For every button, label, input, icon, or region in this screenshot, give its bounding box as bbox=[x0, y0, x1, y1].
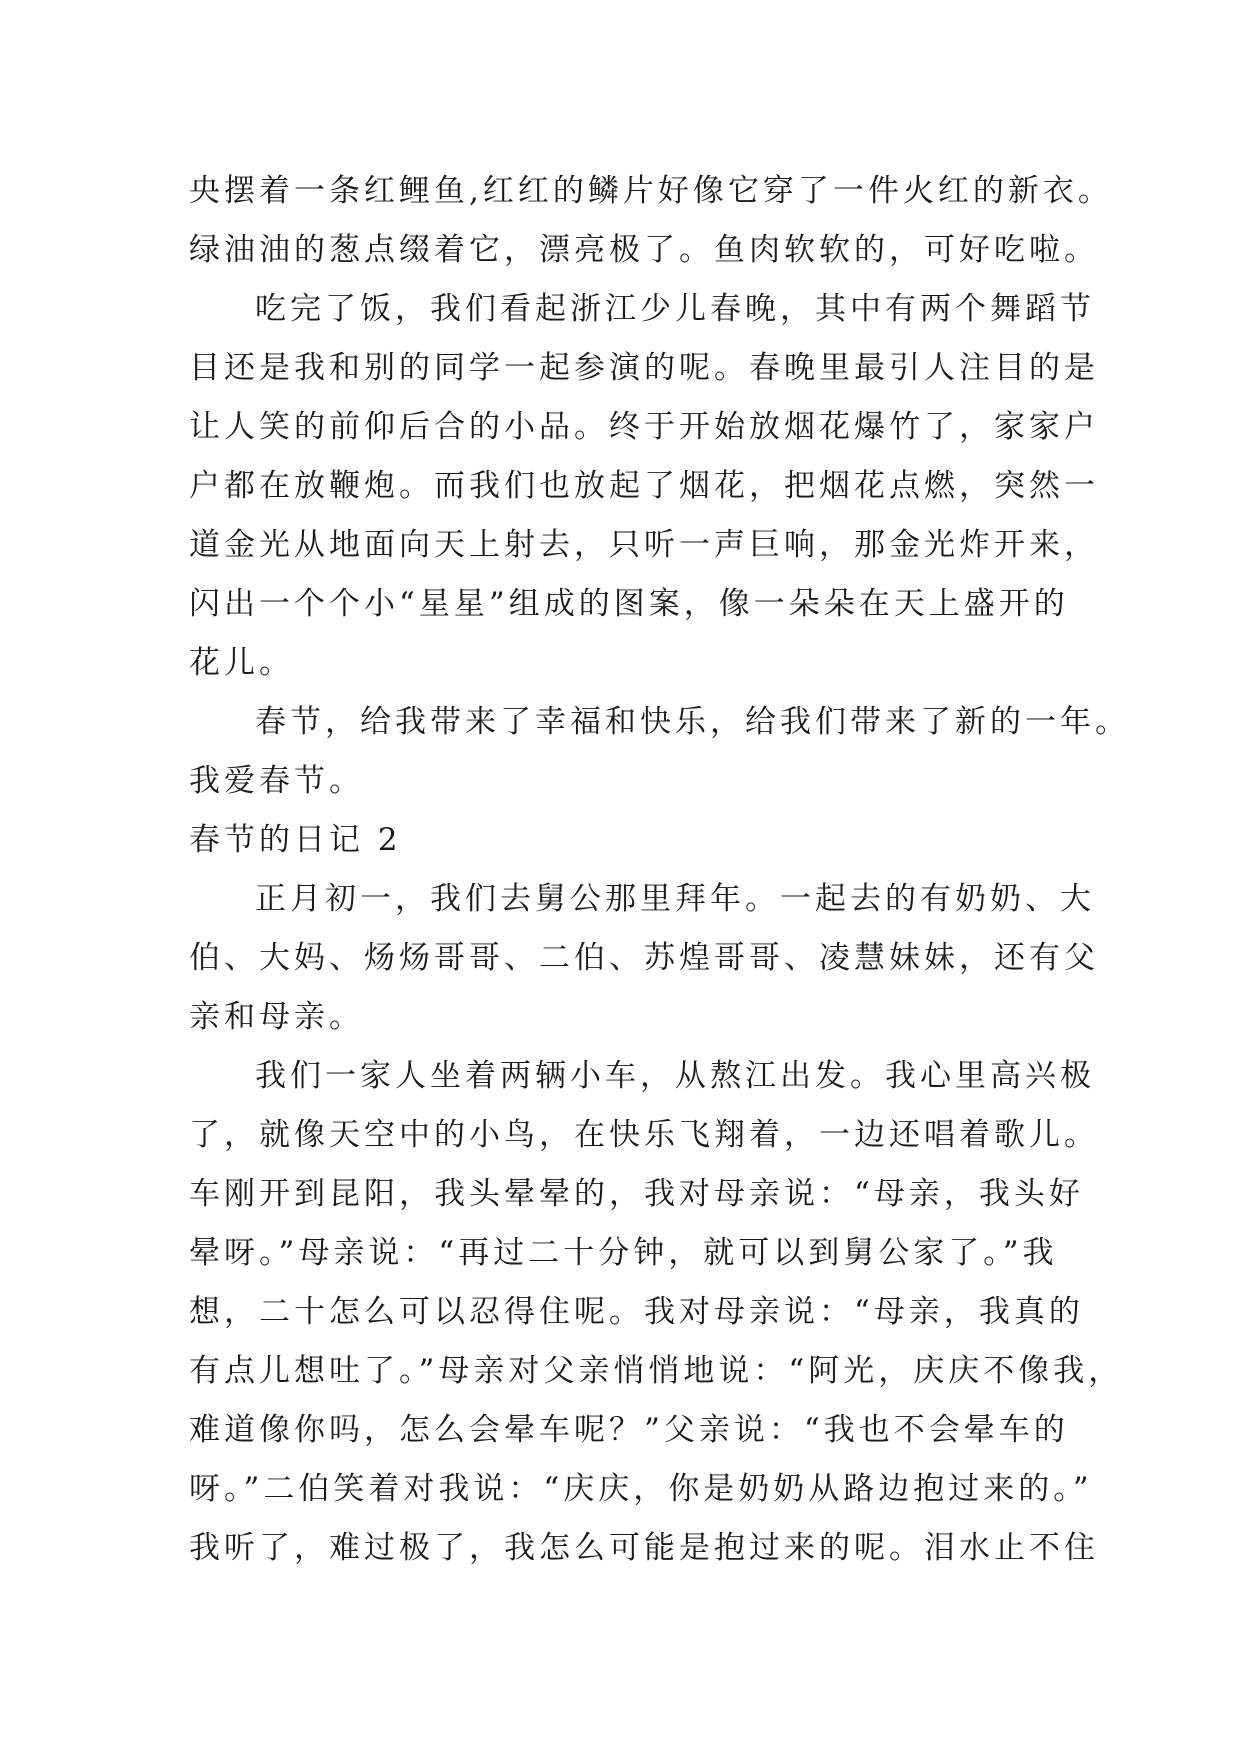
text-line: 呀。”二伯笑着对我说：“庆庆，你是奶奶从路边抱过来的。” bbox=[189, 1471, 1093, 1507]
body-text bbox=[189, 162, 1130, 1578]
text-line: 闪出一个个小“星星”组成的图案，像一朵朵在天上盛开的 bbox=[189, 586, 1069, 622]
text-line: 难道像你吗，怎么会晕车呢？”父亲说：“我也不会晕车的 bbox=[189, 1412, 1069, 1448]
text-line: 我听了，难过极了，我怎么可能是抱过来的呢。泪水止不住 bbox=[189, 1530, 1099, 1566]
text-line: 正月初一，我们去舅公那里拜年。一起去的有奶奶、大 bbox=[255, 881, 1095, 917]
text-line: 目还是我和别的同学一起参演的呢。春晚里最引人注目的是 bbox=[189, 350, 1099, 386]
text-line: 想，二十怎么可以忍得住呢。我对母亲说：“母亲，我真的 bbox=[189, 1294, 1084, 1330]
text-line: 户都在放鞭炮。而我们也放起了烟花，把烟花点燃，突然一 bbox=[189, 468, 1099, 504]
text-line: 亲和母亲。 bbox=[189, 999, 364, 1035]
text-line: 春节，给我带来了幸福和快乐，给我们带来了新的一年。 bbox=[255, 704, 1130, 740]
text-line: 绿油油的葱点缀着它，漂亮极了。鱼肉软软的，可好吃啦。 bbox=[189, 232, 1099, 268]
text-line: 伯、大妈、炀炀哥哥、二伯、苏煌哥哥、凌慧妹妹，还有父 bbox=[189, 940, 1099, 976]
text-line: 有点儿想吐了。”母亲对父亲悄悄地说：“阿光，庆庆不像我， bbox=[189, 1353, 1124, 1389]
text-line: 我爱春节。 bbox=[189, 763, 364, 799]
text-line: 吃完了饭，我们看起浙江少儿春晚，其中有两个舞蹈节 bbox=[255, 291, 1095, 327]
section-heading: 春节的日记 2 bbox=[189, 822, 402, 858]
text-line: 让人笑的前仰后合的小品。终于开始放烟花爆竹了，家家户 bbox=[189, 409, 1099, 445]
text-line: 央摆着一条红鲤鱼,红红的鳞片好像它穿了一件火红的新衣。 bbox=[189, 173, 1113, 209]
text-line: 晕呀。”母亲说：“再过二十分钟，就可以到舅公家了。”我 bbox=[189, 1235, 1058, 1271]
text-line: 花儿。 bbox=[189, 645, 294, 681]
text-line: 道金光从地面向天上射去，只听一声巨响，那金光炸开来， bbox=[189, 527, 1099, 563]
text-line: 我们一家人坐着两辆小车，从熬江出发。我心里高兴极 bbox=[255, 1058, 1095, 1094]
text-line: 了，就像天空中的小鸟，在快乐飞翔着，一边还唱着歌儿。 bbox=[189, 1117, 1099, 1153]
text-line: 车刚开到昆阳，我头晕晕的，我对母亲说：“母亲，我头好 bbox=[189, 1176, 1084, 1212]
